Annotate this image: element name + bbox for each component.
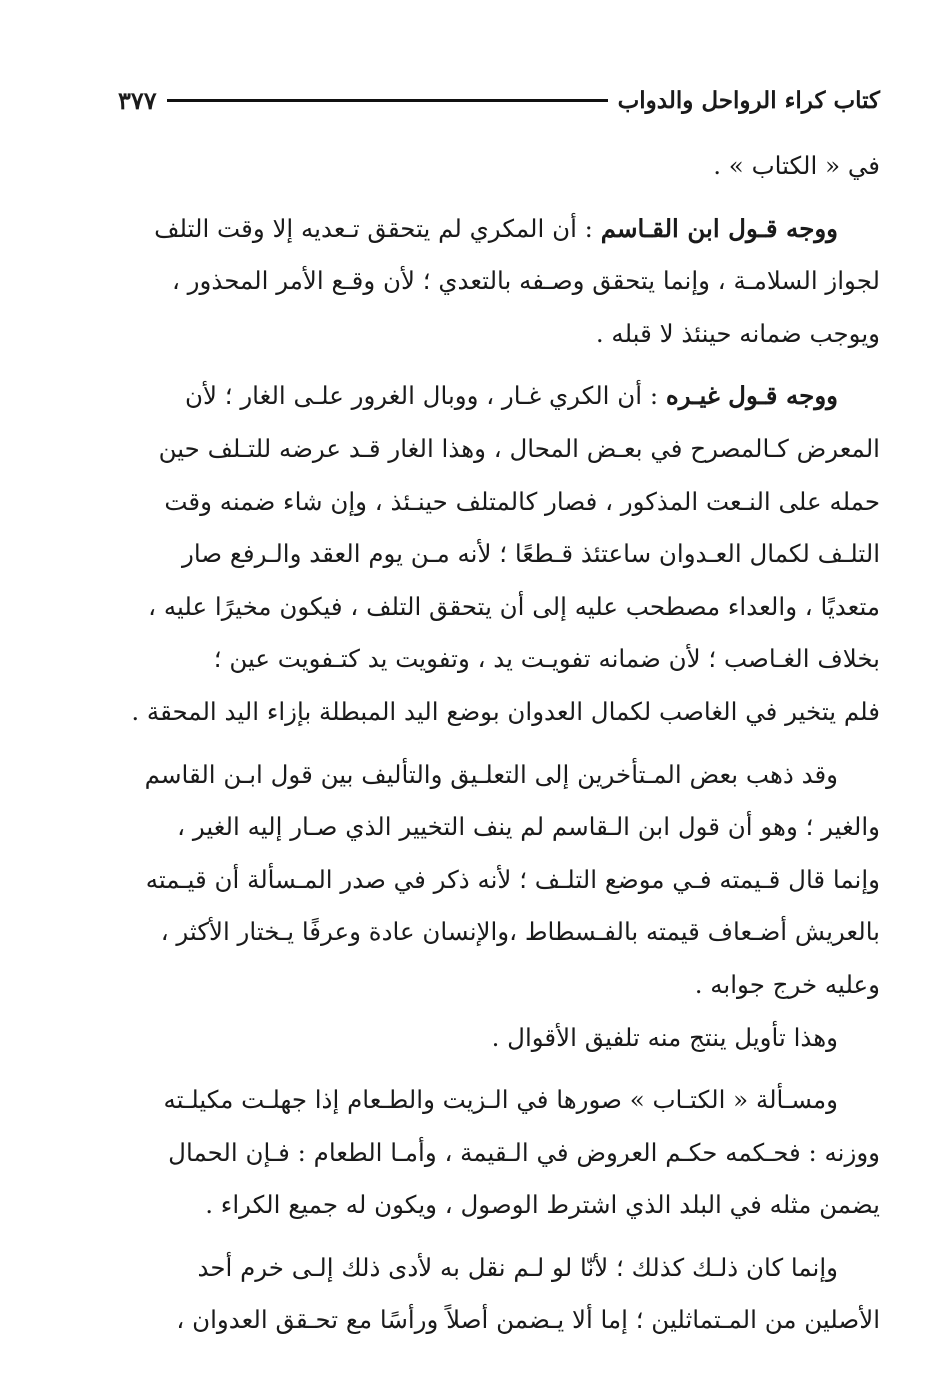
text-line bbox=[118, 370, 880, 423]
text-line: وإنما كان ذلـك كذلك ؛ لأنّا لو لـم نقل به لأدى ذلك إلـى خرم أحد bbox=[197, 1252, 838, 1282]
paragraph bbox=[118, 749, 880, 1012]
paragraph bbox=[118, 370, 880, 738]
text-line: وقد ذهب بعض المـتأخرين إلى التعلـيق والتأليف بين قول ابـن القاسم bbox=[144, 759, 838, 789]
text-line: في « الكتاب » . bbox=[713, 151, 880, 180]
text-line: الأصلين من المـتماثلين ؛ إما ألا يـضمن أصلاً ورأسًا مع تحـقق العدوان ، bbox=[176, 1305, 880, 1335]
paragraph bbox=[118, 1012, 880, 1065]
paragraph bbox=[118, 140, 880, 193]
text-line: وهذا تأويل ينتج منه تلفيق الأقوال . bbox=[491, 1022, 838, 1052]
running-header bbox=[118, 80, 880, 120]
paragraph bbox=[118, 1242, 880, 1347]
text-line: يضمن مثله في البلد الذي اشترط الوصول ، ويكون له جميع الكراء . bbox=[205, 1190, 880, 1220]
lead-phrase: ووجه قـول غيـره bbox=[665, 381, 838, 411]
text-line: وعليه خرج جوابه . bbox=[694, 969, 880, 999]
body-text bbox=[118, 140, 880, 1347]
text-line: المعرض كـالمصرح في بعـض المحال ، وهذا الغار قـد عرضه للتـلف حين bbox=[158, 433, 880, 463]
running-title: كتاب كراء الرواحل والدواب bbox=[617, 86, 880, 114]
paragraph bbox=[118, 1074, 880, 1232]
text-line: بالعريش أضـعاف قيمته بالفـسطاط ،والإنسان عادة وعرفًا يـختار الأكثر ، bbox=[160, 917, 880, 947]
lead-phrase: ووجه قـول ابن القـاسم bbox=[600, 213, 838, 243]
text-line-rest: : أن المكري لم يتحقق تـعديه إلا وقت التلف bbox=[154, 213, 601, 243]
text-line: بخلاف الغـاصب ؛ لأن ضمانه تفويـت يد ، وتفويت يد كتـفويت عين ؛ bbox=[213, 644, 880, 674]
text-line: التلـف لكمال العـدوان ساعتئذ قـطعًا ؛ لأنه مـن يوم العقد والـرفع صار bbox=[182, 539, 880, 569]
text-line: ويوجب ضمانه حينئذ لا قبله . bbox=[595, 318, 880, 348]
text-line: وإنما قال قـيمته فـي موضع التلـف ؛ لأنه ذكر في صدر المـسألة أن قيـمته bbox=[145, 864, 880, 894]
text-line: فلم يتخير في الغاصب لكمال العدوان بوضع اليد المبطلة بإزاء اليد المحقة . bbox=[131, 696, 880, 726]
text-line: حمله على النـعت المذكور ، فصار كالمتلف حينـئذ ، وإن شاء ضمنه وقت bbox=[164, 486, 880, 516]
paragraph bbox=[118, 203, 880, 361]
text-line bbox=[118, 203, 880, 256]
text-line: ووزنه : فحـكمه حكـم العروض في الـقيمة ، وأمـا الطعام : فـإن الحمال bbox=[168, 1137, 880, 1167]
text-line: لجواز السلامـة ، وإنما يتحقق وصـفه بالتعدي ؛ لأن وقـع الأمر المحذور ، bbox=[171, 266, 880, 296]
text-line: والغير ؛ وهو أن قول ابن الـقاسم لم ينف التخيير الذي صـار إليه الغير ، bbox=[177, 812, 880, 842]
text-line: ومسـألة « الكتـاب » صورها في الـزيت والطـعام إذا جهلـت مكيلـته bbox=[163, 1085, 838, 1115]
header-rule bbox=[167, 99, 608, 102]
text-line-rest: : أن الكري غـار ، ووبال الغرور علـى الغار ؛ لأن bbox=[185, 381, 666, 411]
text-line: متعديًا ، والعداء مصطحب عليه إلى أن يتحقق التلف ، فيكون مخيرًا عليه ، bbox=[148, 591, 880, 621]
page-number: ٣٧٧ bbox=[118, 85, 157, 115]
